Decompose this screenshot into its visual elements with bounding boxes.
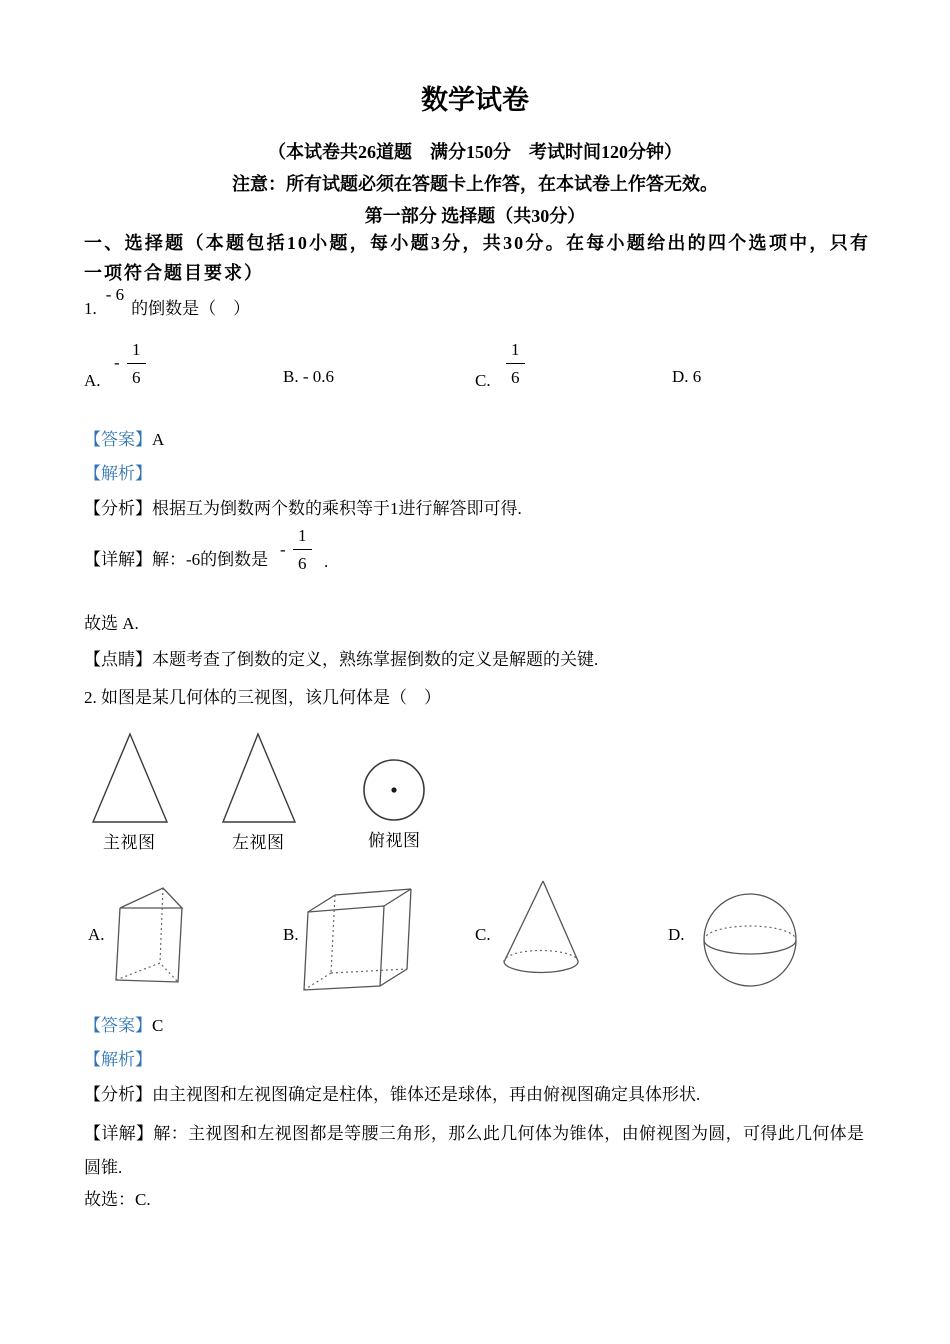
part-heading: 第一部分 选择题（共30分） (364, 206, 586, 226)
analysis-tag: 【解析】 (84, 464, 152, 483)
q2-fenxi-text: 由主视图和左视图确定是柱体，锥体还是球体，再由俯视图确定具体形状. (152, 1085, 701, 1104)
q1-option-c-fraction (506, 336, 525, 391)
fraction-numerator: 1 (506, 336, 525, 364)
fraction-denominator: 6 (511, 368, 520, 387)
q1-option-d-value: 6 (692, 367, 702, 386)
top-view-label: 俯视图 (368, 831, 421, 850)
top-view-circle (361, 757, 427, 823)
q1-option-b-label: B. (283, 367, 299, 386)
q1-xiangjie-fraction (293, 522, 312, 577)
triangular-prism-figure (112, 884, 190, 988)
q2-answer-value: C (152, 1016, 164, 1035)
q1-conclusion: 故选 A. (84, 614, 139, 633)
sphere-figure (702, 892, 798, 988)
left-view-triangle (220, 731, 300, 825)
q1-option-d-label: D. (672, 367, 689, 386)
q2-answer-line (84, 1014, 163, 1037)
q1-fenxi-line (84, 497, 522, 520)
q1-option-a-minus: - (114, 353, 120, 372)
q1-stem-text: 的倒数是（ ） (131, 299, 251, 318)
q1-option-a-fraction (127, 336, 146, 391)
exam-notice-line: 注意：所有试题必须在答题卡上作答，在本试卷上作答无效。 (232, 174, 718, 194)
q2-option-d-label: D. (668, 925, 685, 944)
q2-xiangjie-text: 解：主视图和左视图都是等腰三角形，那么此几何体为锥体，由俯视图为圆，可得此几何体是圆锥. (84, 1124, 865, 1177)
q1-dianjing-line (84, 648, 598, 671)
q1-analysis-heading (84, 462, 152, 485)
q1-option-c (475, 336, 595, 396)
q1-answer-value: A (152, 430, 165, 449)
q2-option-a-label: A. (88, 925, 105, 944)
q1-xiangjie-line (84, 522, 384, 580)
q2-analysis-heading (84, 1048, 152, 1071)
q2-xiangjie-line (84, 1117, 864, 1185)
q1-number: 1. (84, 299, 97, 318)
q1-option-a-label: A. (84, 371, 101, 390)
answer-tag: 【答案】 (84, 1016, 152, 1035)
front-view-triangle (90, 731, 170, 825)
q1-fenxi-text: 根据互为倒数两个数的乘积等于1进行解答即可得. (152, 499, 522, 518)
left-view-label: 左视图 (232, 833, 285, 852)
cuboid-figure (302, 886, 414, 996)
fraction-numerator: 1 (293, 522, 312, 550)
section-intro: 一、选择题（本题包括10小题，每小题3分，共30分。在每小题给出的四个选项中，只有一项符合题目要求） (84, 233, 870, 283)
q1-option-a (84, 336, 244, 396)
q2-fenxi-line (84, 1083, 700, 1106)
fraction-denominator: 6 (132, 368, 141, 387)
q1-option-d (672, 365, 701, 388)
dianjing-tag: 【点睛】 (84, 650, 152, 669)
cone-figure (498, 876, 586, 978)
q1-dianjing-text: 本题考查了倒数的定义，熟练掌握倒数的定义是解题的关键. (152, 650, 599, 669)
q1-option-b-value: - 0.6 (302, 367, 335, 386)
exam-meta-line: （本试卷共26道题 满分150分 考试时间120分钟） (268, 142, 682, 162)
q1-option-b (283, 365, 334, 388)
q2-stem: 2. 如图是某几何体的三视图，该几何体是（ ） (84, 688, 441, 707)
q2-conclusion: 故选：C. (84, 1190, 151, 1209)
xiangjie-tag-and-text: 【详解】解：-6的倒数是 (84, 550, 269, 569)
fraction-numerator: 1 (127, 336, 146, 364)
q1-xiangjie-period: . (324, 552, 329, 571)
fenxi-tag: 【分析】 (84, 499, 152, 518)
q1-answer-line (84, 428, 164, 451)
q1-stem (84, 285, 251, 320)
circle-center-dot (391, 787, 396, 792)
xiangjie-tag: 【详解】 (84, 1124, 154, 1143)
analysis-tag: 【解析】 (84, 1050, 152, 1069)
page-title: 数学试卷 (421, 85, 529, 115)
fraction-denominator: 6 (298, 554, 307, 573)
q1-option-c-label: C. (475, 371, 491, 390)
front-view-label: 主视图 (103, 833, 156, 852)
q1-expression: - 6 (105, 285, 125, 304)
fenxi-tag: 【分析】 (84, 1085, 152, 1104)
q2-option-c-label: C. (475, 925, 491, 944)
q2-option-b-label: B. (283, 925, 299, 944)
answer-tag: 【答案】 (84, 430, 152, 449)
q1-xiangjie-minus: - (280, 540, 286, 559)
